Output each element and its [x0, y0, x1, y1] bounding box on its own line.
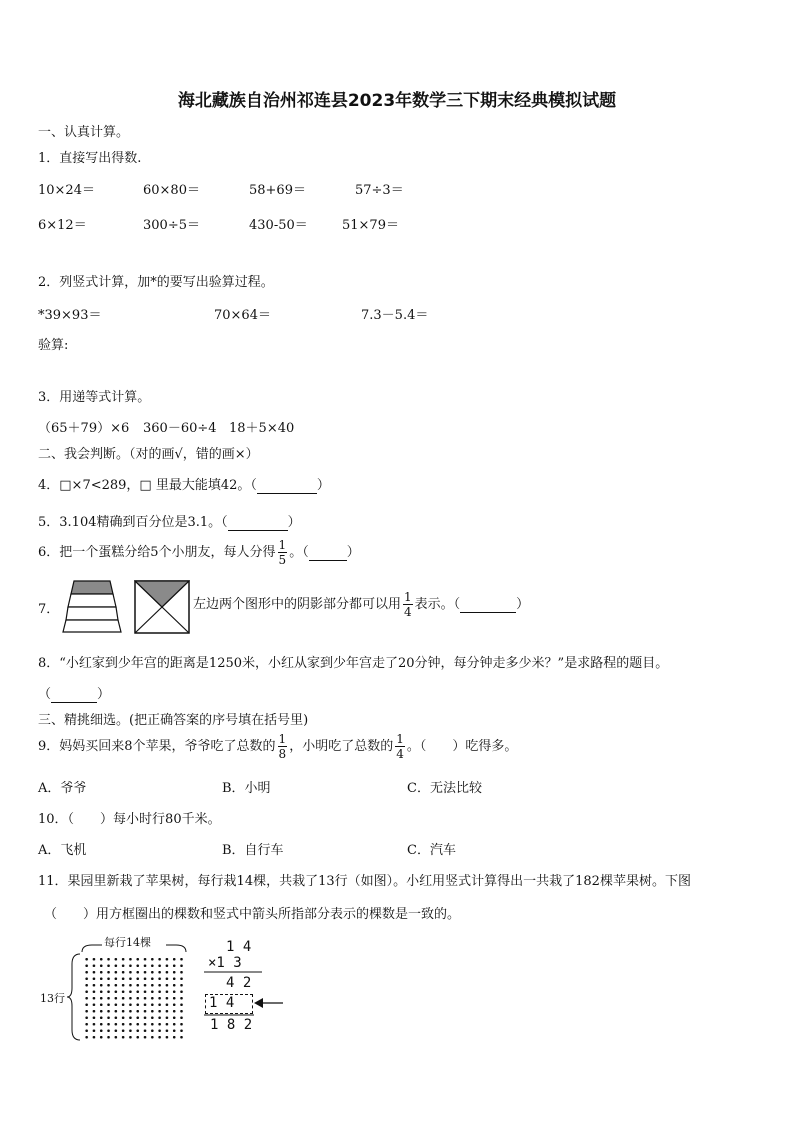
fraction-numerator: 1: [404, 590, 412, 604]
stepwise-item: （65＋79）×6: [38, 421, 130, 436]
question-9-text: 。（ ）吃得多。: [406, 739, 518, 754]
close-paren: ）: [516, 597, 530, 612]
top-brace: [80, 938, 188, 954]
fraction-numerator: 1: [396, 732, 404, 746]
calc-item: 58+69＝: [249, 183, 306, 198]
question-9: [38, 732, 517, 761]
option-c[interactable]: C．汽车: [407, 843, 456, 858]
close-paren: ）: [316, 478, 330, 493]
fraction: [278, 538, 288, 567]
section-1-heading: 一、认真计算。: [38, 125, 130, 140]
left-brace: [66, 952, 82, 1042]
vertical-calc-item: 7.3－5.4＝: [361, 308, 429, 323]
calc-row: ×1 3: [208, 955, 242, 971]
open-paren: 表示。（: [414, 597, 461, 612]
stepwise-item: 18＋5×40: [229, 421, 295, 436]
fraction-denominator: 5: [278, 553, 287, 567]
check-label: 验算:: [38, 338, 69, 353]
calc-item: 6×12＝: [38, 218, 87, 233]
question-4-text: 4．□×7<289，□ 里最大能填42。（: [38, 478, 257, 493]
vertical-calc-item: *39×93＝: [38, 308, 102, 323]
question-8-answer: [38, 683, 110, 703]
option-a[interactable]: A．飞机: [38, 843, 87, 858]
calc-item: 60×80＝: [143, 183, 200, 198]
question-6: [38, 538, 360, 567]
stepwise-item: 360－60÷4: [143, 421, 217, 436]
apple-tree-dot-grid: [83, 956, 185, 1040]
question-3: 3．用递等式计算。: [38, 390, 151, 405]
question-9-text: ，小明吃了总数的: [289, 739, 394, 754]
calc-item: 57÷3＝: [355, 183, 404, 198]
calc-row: 1 4: [209, 995, 235, 1011]
arrow-left-icon: [254, 997, 284, 1009]
option-b[interactable]: B．自行车: [222, 843, 284, 858]
answer-blank[interactable]: [460, 597, 516, 613]
question-1: 1．直接写出得数.: [38, 151, 142, 166]
open-paren: （: [38, 687, 52, 702]
calc-item: 51×79＝: [342, 218, 399, 233]
calc-row: 1 8 2: [210, 1017, 253, 1033]
question-9-text: 9．妈妈买回来8个苹果，爷爷吃了总数的: [38, 739, 276, 754]
question-8: 8．“小红家到少年宫的距离是1250米，小红从家到少年宫走了20分钟，每分钟走多少米？”是求路程的题目。: [38, 656, 669, 671]
option-c[interactable]: C．无法比较: [407, 781, 482, 796]
question-2: 2．列竖式计算，加*的要写出验算过程。: [38, 275, 274, 290]
question-7: [193, 590, 529, 619]
question-10: 10．（ ）每小时行80千米。: [38, 812, 221, 827]
section-2-heading: 二、我会判断。（对的画√，错的画×）: [38, 447, 259, 462]
question-4: [38, 474, 330, 494]
answer-blank[interactable]: [228, 515, 288, 531]
option-b[interactable]: B．小明: [222, 781, 271, 796]
trapezoid-figure: [62, 580, 122, 633]
option-a[interactable]: A．爷爷: [38, 781, 87, 796]
column-count-label: 13行: [40, 992, 65, 1005]
fraction: [278, 732, 288, 761]
question-11: 11．果园里新栽了苹果树，每行栽14棵，共栽了13行（如图）。小红用竖式计算得出一共栽了182棵苹果树。下图: [38, 874, 691, 889]
section-3-heading: 三、精挑细选。(把正确答案的序号填在括号里): [38, 713, 309, 728]
answer-blank[interactable]: [309, 545, 347, 561]
open-paren: 。（: [289, 545, 309, 560]
calc-rule: [204, 970, 266, 974]
fraction-numerator: 1: [278, 732, 287, 746]
square-figure: [134, 580, 190, 634]
fraction: [403, 590, 413, 619]
close-paren: ）: [346, 545, 360, 560]
calc-item: 430-50＝: [249, 218, 308, 233]
fraction-denominator: 8: [278, 747, 287, 761]
close-paren: ）: [287, 515, 301, 530]
question-5-text: 5．3.104精确到百分位是3.1。（: [38, 515, 228, 530]
answer-blank[interactable]: [257, 478, 317, 494]
question-11-line-2: （ ）用方框圈出的棵数和竖式中箭头所指部分表示的棵数是一致的。: [44, 907, 461, 922]
close-paren: ）: [97, 687, 111, 702]
calc-row: 1 4: [226, 939, 252, 955]
question-7-label: 7．: [38, 602, 60, 617]
calc-row: 4 2: [226, 975, 252, 991]
calc-item: 300÷5＝: [143, 218, 200, 233]
question-6-text: 6．把一个蛋糕分给5个小朋友，每人分得: [38, 545, 276, 560]
fraction-denominator: 4: [396, 747, 404, 761]
fraction: [395, 732, 405, 761]
page-title: 海北藏族自治州祁连县2023年数学三下期末经典模拟试题: [177, 91, 617, 111]
fraction-denominator: 4: [404, 605, 412, 619]
question-7-text: 左边两个图形中的阴影部分都可以用: [193, 597, 402, 612]
calc-item: 10×24＝: [38, 183, 95, 198]
question-5: [38, 511, 301, 531]
row-count-label: 每行14棵: [104, 936, 151, 949]
answer-blank[interactable]: [51, 687, 97, 703]
fraction-numerator: 1: [278, 538, 287, 552]
vertical-calc-item: 70×64＝: [214, 308, 271, 323]
